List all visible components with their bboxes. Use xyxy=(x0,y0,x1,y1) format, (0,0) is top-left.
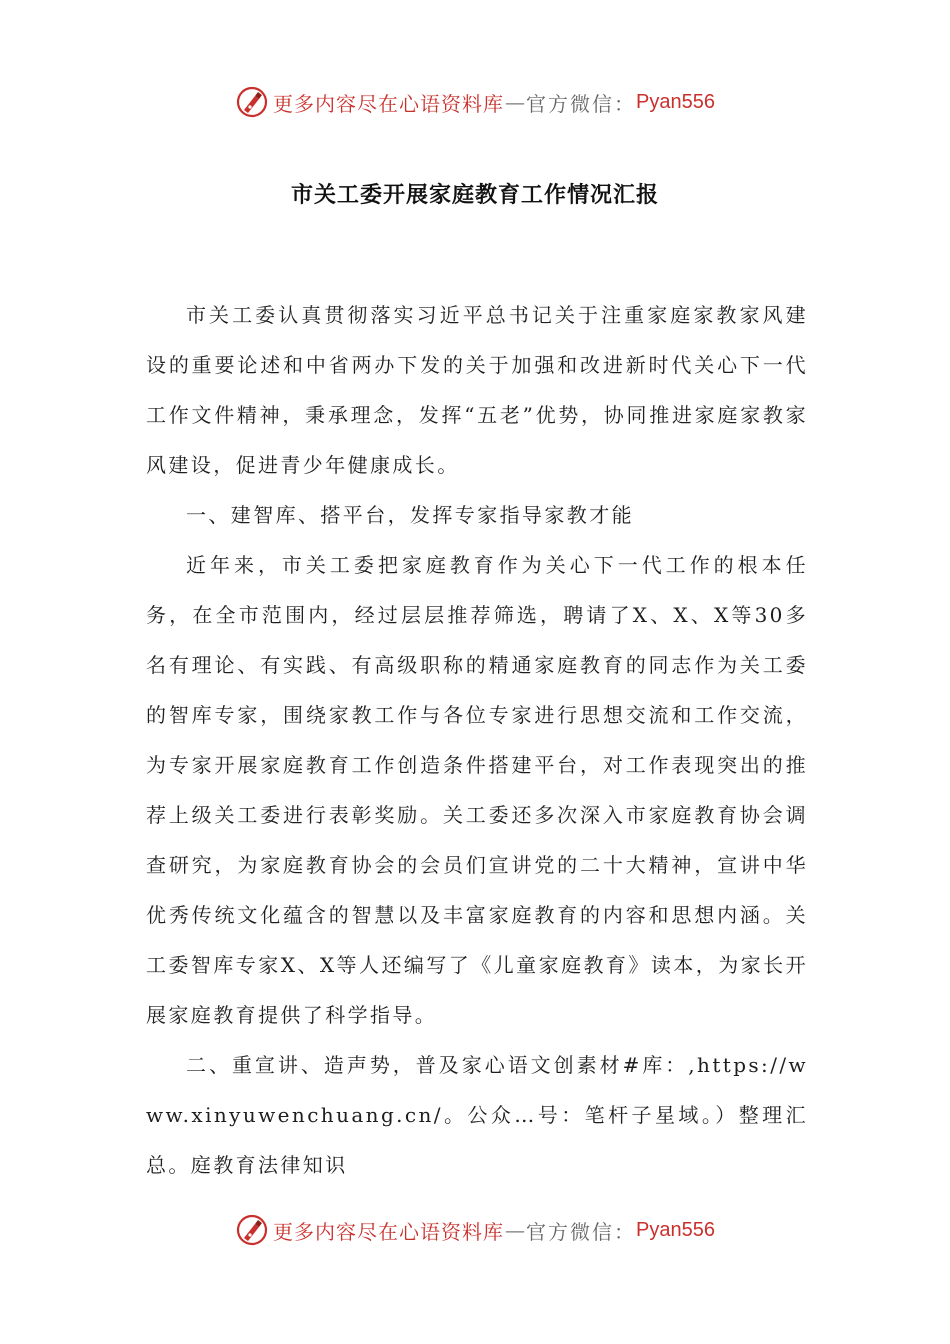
banner-slogan: 更多内容尽在心语资料库 xyxy=(273,1219,505,1244)
section-heading-1: 一、建智库、搭平台，发挥专家指导家教才能 xyxy=(186,503,634,527)
intro-paragraph: 市关工委认真贯彻落实习近平总书记关于注重家庭家教家风建设的重要论述和中省两办下发的关于加强和改进新时代关心下一代工作文件精神，秉承理念，发挥“五老”优势，协同推进家庭家教家风建设，促进青少年健康成长。 xyxy=(146,303,808,477)
banner-dash: — xyxy=(505,1218,526,1242)
document-body xyxy=(146,290,808,1190)
banner-dash: — xyxy=(505,90,526,114)
banner-wechat-label: 官方微信： xyxy=(526,1219,637,1244)
section-1-paragraph: 近年来，市关工委把家庭教育作为关心下一代工作的根本任务，在全市范围内，经过层层推荐筛选，聘请了X、X、X等30多名有理论、有实践、有高级职称的精通家庭教育的同志作为关工委的智库专家，围绕家教工作与各位专家进行思想交流和工作交流，为专家开展家庭教育工作创造条件搭建平台，对工作表现突出的推荐上级关工委进行表彰奖励。关工委还多次深入市家庭教育协会调查研究，为家庭教育协会的会员们宣讲党的二十大精神，宣讲中华优秀传统文化蕴含的智慧以及丰富家庭教育的内容和思想内涵。关工委智库专家X、X等人还编写了《儿童家庭教育》读本，为家长开展家庭教育提供了科学指导。 xyxy=(146,553,808,1027)
section-heading-2: 二、重宣讲、造声势，普及家心语文创素材#库：,https://www.xinyuwenchuang.cn/。公众…号：笔杆子星域。）整理汇总。庭教育法律知识 xyxy=(146,1053,808,1177)
banner-wechat-label: 官方微信： xyxy=(526,91,637,116)
footer-banner xyxy=(0,1210,950,1250)
pen-nib-logo-icon xyxy=(235,1213,269,1247)
banner-wechat-id: Pyan556 xyxy=(636,90,715,113)
banner-wechat-id: Pyan556 xyxy=(636,1218,715,1241)
pen-nib-logo-icon xyxy=(235,85,269,119)
banner-slogan: 更多内容尽在心语资料库 xyxy=(273,91,505,116)
page-title: 市关工委开展家庭教育工作情况汇报 xyxy=(290,182,659,208)
header-banner xyxy=(0,82,950,122)
